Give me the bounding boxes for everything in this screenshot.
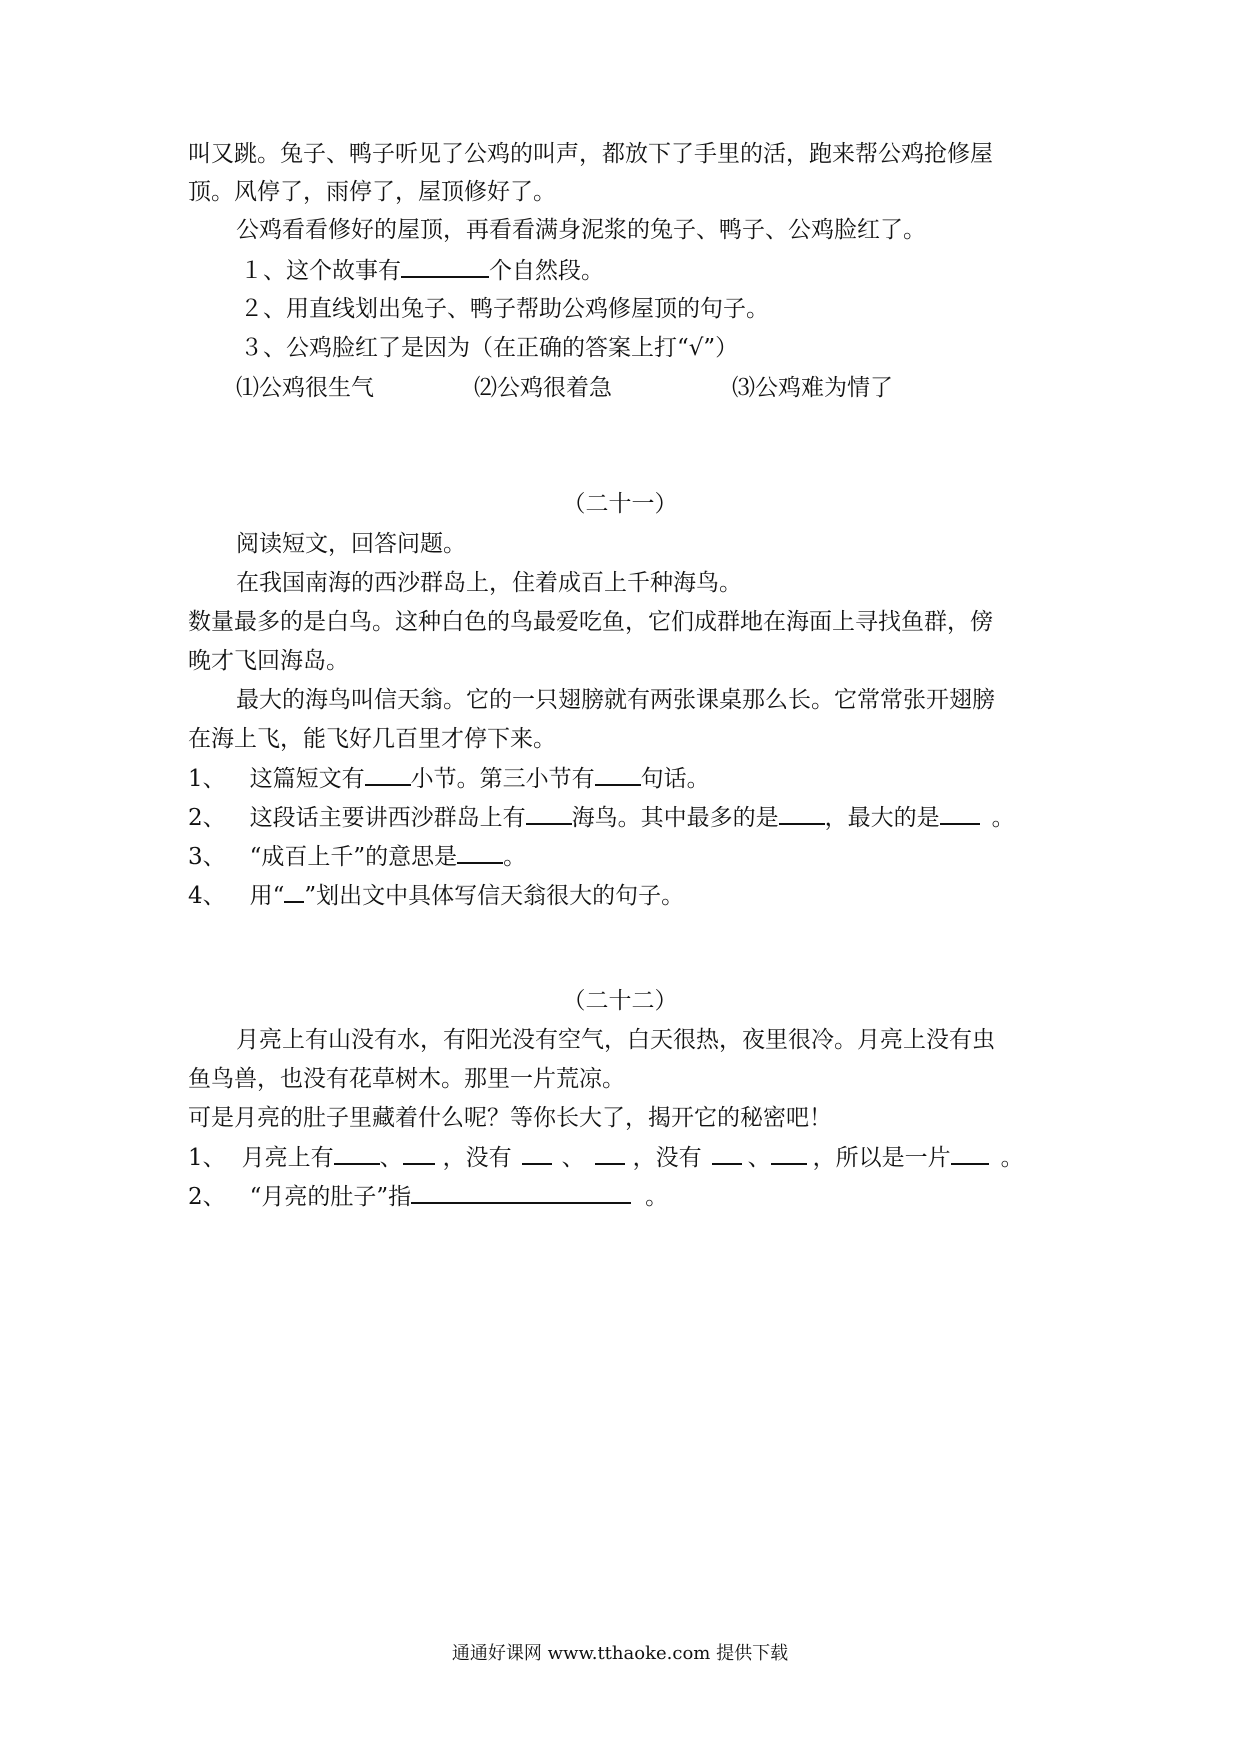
- question-text: ，没有: [442, 1145, 512, 1171]
- paragraph-line: 数量最多的是白鸟。这种白色的鸟最爱吃鱼，它们成群地在海面上寻找鱼群，傍: [188, 609, 993, 635]
- answer-blank[interactable]: [334, 1141, 380, 1165]
- question-4: [188, 879, 684, 912]
- answer-option-3[interactable]: ⑶公鸡难为情了: [732, 375, 893, 401]
- question-1: [240, 254, 604, 287]
- question-number: 1、: [188, 766, 226, 792]
- question-text: 、: [747, 1145, 771, 1171]
- question-text: ，最大的是: [824, 805, 940, 831]
- question-text: ，没有: [632, 1145, 702, 1171]
- question-text: 海鸟。其中最多的是: [571, 805, 779, 831]
- answer-blank[interactable]: [951, 1141, 989, 1165]
- question-text: 句话。: [640, 766, 710, 792]
- paragraph-line: 月亮上有山没有水，有阳光没有空气，白天很热，夜里很冷。月亮上没有虫: [236, 1027, 995, 1053]
- answer-blank[interactable]: [940, 801, 980, 825]
- answer-blank[interactable]: [595, 1141, 625, 1165]
- paragraph-line: 最大的海鸟叫信天翁。它的一只翅膀就有两张课桌那么长。它常常张开翅膀: [236, 687, 995, 713]
- question-3: ３、公鸡脸红了是因为（在正确的答案上打“√”）: [240, 335, 739, 361]
- question-text: 。: [991, 805, 1015, 831]
- question-text: 。: [1000, 1145, 1024, 1171]
- question-number: 2、: [188, 1184, 226, 1210]
- question-2: [188, 1180, 668, 1213]
- paragraph-line: 公鸡看看修好的屋顶，再看看满身泥浆的兔子、鸭子、公鸡脸红了。: [236, 217, 926, 243]
- question-text: “月亮的肚子”指: [249, 1184, 412, 1210]
- question-number: 2、: [188, 805, 226, 831]
- paragraph-line: 可是月亮的肚子里藏着什么呢？等你长大了，揭开它的秘密吧！: [188, 1105, 832, 1131]
- answer-blank[interactable]: [411, 1180, 631, 1204]
- answer-blank[interactable]: [401, 254, 489, 278]
- answer-blank[interactable]: [712, 1141, 742, 1165]
- question-2: [188, 801, 1015, 834]
- answer-option-2[interactable]: ⑵公鸡很着急: [474, 375, 612, 401]
- question-text: ，所以是一片: [812, 1145, 951, 1171]
- answer-blank[interactable]: [522, 1141, 552, 1165]
- question-text: 个自然段。: [489, 258, 604, 284]
- answer-blank[interactable]: [403, 1141, 435, 1165]
- answer-blank[interactable]: [779, 801, 825, 825]
- paragraph-line: 顶。风停了，雨停了，屋顶修好了。: [188, 179, 556, 205]
- question-text: 这段话主要讲西沙群岛上有: [249, 805, 526, 831]
- question-text: 这篇短文有: [249, 766, 365, 792]
- answer-blank[interactable]: [771, 1141, 807, 1165]
- section-title: （二十一）: [562, 491, 678, 517]
- question-3: [188, 840, 526, 873]
- section-title: （二十二）: [562, 988, 678, 1014]
- question-1: [188, 762, 710, 795]
- question-2: ２、用直线划出兔子、鸭子帮助公鸡修屋顶的句子。: [240, 296, 769, 322]
- question-text: 。: [503, 844, 527, 870]
- answer-blank[interactable]: [595, 762, 641, 786]
- paragraph-line: 晚才飞回海岛。: [188, 648, 349, 674]
- question-text: 、: [561, 1145, 585, 1171]
- question-number: 4、: [188, 883, 226, 909]
- question-number: 1、: [188, 1145, 226, 1171]
- question-text: 、: [379, 1145, 403, 1171]
- question-text: ”划出文中具体写信天翁很大的句子。: [304, 883, 685, 909]
- question-text: 月亮上有: [241, 1145, 334, 1171]
- question-number: 3、: [188, 844, 226, 870]
- question-text: １、这个故事有: [240, 258, 401, 284]
- question-text: 小节。第三小节有: [410, 766, 595, 792]
- answer-blank[interactable]: [365, 762, 411, 786]
- answer-option-1[interactable]: ⑴公鸡很生气: [236, 375, 374, 401]
- question-1: [188, 1141, 1024, 1174]
- answer-blank[interactable]: [526, 801, 572, 825]
- underline-sample: [284, 879, 304, 903]
- page-footer: 通通好课网 www.tthaoke.com 提供下载: [451, 1643, 789, 1664]
- question-text: 。: [645, 1184, 669, 1210]
- paragraph-line: 鱼鸟兽，也没有花草树木。那里一片荒凉。: [188, 1066, 625, 1092]
- instruction: 阅读短文，回答问题。: [236, 531, 466, 557]
- paragraph-line: 叫又跳。兔子、鸭子听见了公鸡的叫声，都放下了手里的活，跑来帮公鸡抢修屋: [188, 141, 993, 167]
- question-text: “成百上千”的意思是: [249, 844, 458, 870]
- paragraph-line: 在我国南海的西沙群岛上，住着成百上千种海鸟。: [236, 570, 742, 596]
- paragraph-line: 在海上飞，能飞好几百里才停下来。: [188, 726, 556, 752]
- question-text: 用“: [249, 883, 285, 909]
- answer-blank[interactable]: [457, 840, 503, 864]
